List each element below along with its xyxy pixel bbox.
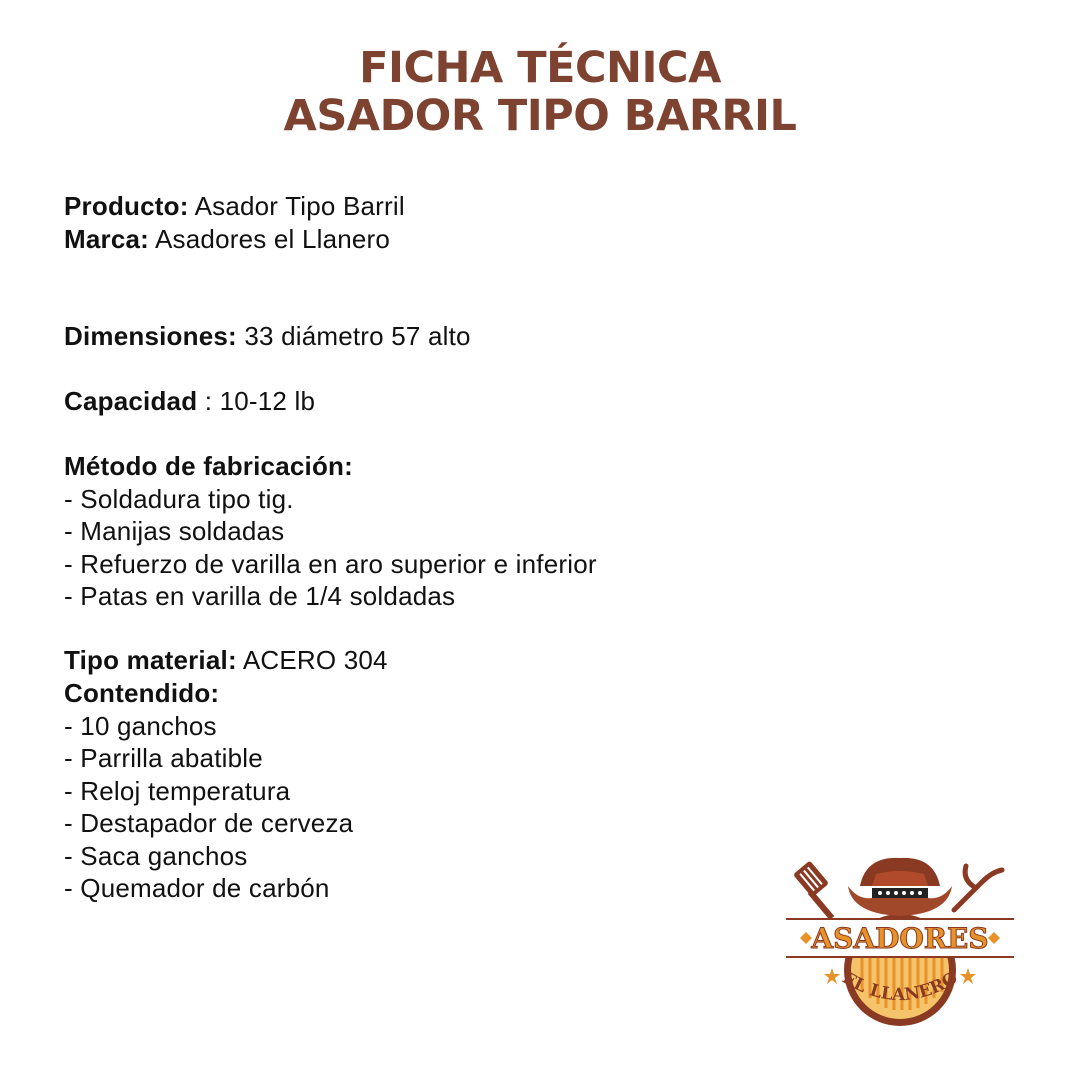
logo-brand-top: ASADORES [811, 922, 989, 955]
brand-value: Asadores el Llanero [155, 224, 391, 254]
capacity-value: : 10-12 lb [197, 386, 316, 416]
list-item: - Parrilla abatible [64, 743, 263, 773]
list-item: - Quemador de carbón [64, 873, 330, 903]
dimensions-label: Dimensiones: [64, 321, 237, 351]
material-value: ACERO 304 [242, 645, 388, 675]
contents-label: Contendido: [64, 678, 220, 708]
list-item: - Soldadura tipo tig. [64, 483, 294, 514]
brand-logo [782, 852, 1018, 1032]
material-label: Tipo material: [64, 645, 237, 675]
brand-row [64, 223, 390, 256]
manufacturing-label: Método de fabricación: [64, 451, 353, 481]
page-title [0, 44, 1080, 140]
capacity-row [64, 385, 315, 418]
dimensions-row [64, 320, 471, 353]
hat-icon [848, 858, 952, 916]
product-value: Asador Tipo Barril [194, 191, 405, 221]
material-row [64, 644, 388, 677]
list-item: - Patas en varilla de 1/4 soldadas [64, 581, 456, 611]
capacity-label: Capacidad [64, 386, 198, 416]
contents-section [64, 677, 353, 905]
manufacturing-section [64, 450, 597, 613]
list-item: - Reloj temperatura [64, 775, 291, 806]
title-line-2: ASADOR TIPO BARRIL [283, 91, 797, 141]
product-label: Producto: [64, 191, 189, 221]
list-item: - Refuerzo de varilla en aro superior e inferior [64, 548, 597, 579]
dimensions-value: 33 diámetro 57 alto [244, 321, 471, 351]
list-item: - Destapador de cerveza [64, 808, 354, 838]
product-row [64, 190, 405, 223]
brand-label: Marca: [64, 224, 150, 254]
fork-icon [954, 866, 1002, 910]
list-item: - Manijas soldadas [64, 516, 285, 546]
list-item: - Saca ganchos [64, 840, 248, 871]
logo-brand-bottom: EL LLANERO [838, 968, 962, 1006]
title-line-1: FICHA TÉCNICA [359, 43, 721, 93]
list-item: - 10 ganchos [64, 710, 217, 741]
